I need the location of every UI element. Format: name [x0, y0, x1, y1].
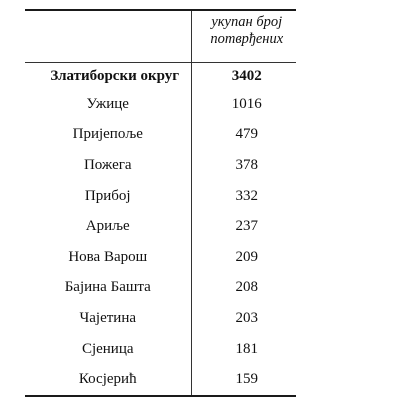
municipality-value: 332	[235, 187, 258, 204]
district-total-value: 3402	[231, 67, 262, 84]
bottom-rule	[25, 395, 296, 397]
table-row	[25, 120, 296, 151]
header-line-1: укупан број	[211, 14, 283, 30]
municipality-value: 479	[235, 126, 258, 143]
table-row	[25, 181, 296, 212]
header-row	[25, 11, 296, 63]
municipality-value: 378	[235, 156, 258, 173]
municipality-name: Пожега	[25, 150, 191, 181]
table-row	[25, 89, 296, 120]
district-total-row	[25, 63, 296, 89]
municipality-name: Косјерић	[25, 364, 191, 395]
municipality-name: Пријепоље	[25, 120, 191, 151]
table-row	[25, 364, 296, 395]
header-total-confirmed	[191, 11, 296, 63]
municipality-value: 159	[235, 371, 258, 388]
header-line-2: потврђених	[210, 31, 284, 47]
district-name: Златиборски округ	[25, 63, 191, 89]
cases-table-container	[25, 9, 296, 397]
municipality-name: Ужице	[25, 89, 191, 120]
table-row	[25, 150, 296, 181]
municipality-name: Чајетина	[25, 303, 191, 334]
municipality-name: Ариље	[25, 211, 191, 242]
table-row	[25, 242, 296, 273]
header-name-cell	[25, 11, 191, 63]
municipality-name: Сјеница	[25, 334, 191, 365]
municipality-name: Нова Варош	[25, 242, 191, 273]
table-row	[25, 273, 296, 304]
municipality-value: 181	[235, 340, 258, 357]
table-row	[25, 211, 296, 242]
municipality-name: Прибој	[25, 181, 191, 212]
municipality-value: 237	[235, 218, 258, 235]
municipality-value: 209	[235, 248, 258, 265]
municipality-value: 203	[235, 309, 258, 326]
table-row	[25, 334, 296, 365]
table-row	[25, 303, 296, 334]
municipality-value: 208	[235, 279, 258, 296]
municipality-value: 1016	[231, 95, 262, 112]
municipality-name: Бајина Башта	[25, 273, 191, 304]
confirmed-cases-table	[25, 11, 296, 395]
